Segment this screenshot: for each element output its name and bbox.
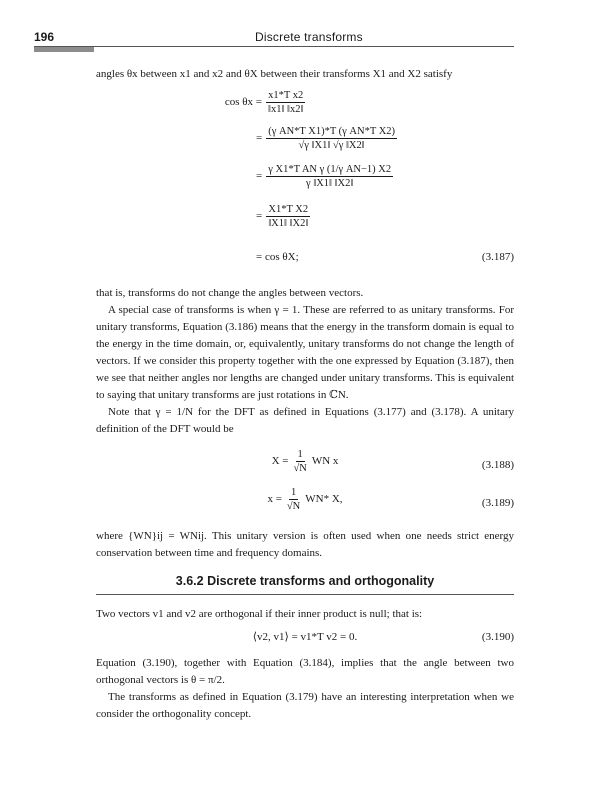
eq-frac-4-den: ‖X1‖ ‖X2‖ bbox=[268, 218, 309, 229]
eq-row-3 bbox=[256, 163, 393, 190]
eq-3-188-frac bbox=[291, 448, 308, 475]
eq-lhs: cos θx = bbox=[224, 96, 262, 108]
section-body bbox=[96, 606, 514, 723]
page-header bbox=[0, 0, 608, 52]
eq-frac-1 bbox=[266, 89, 305, 116]
eq-frac-3-den: γ ‖X1‖ ‖X2‖ bbox=[305, 178, 354, 189]
eq-3-189-rhs: WN* X, bbox=[305, 493, 343, 505]
header-tab-bar bbox=[34, 47, 94, 52]
eq-number-3-190: (3.190) bbox=[481, 631, 514, 643]
header-rule bbox=[34, 46, 514, 47]
eq-3-189-lhs: x = bbox=[267, 493, 282, 505]
section-paragraph-2: Equation (3.190), together with Equation (3.184), implies that the angle between two orthogonal vectors is θ = π/2. bbox=[96, 657, 514, 686]
page-body bbox=[96, 66, 514, 562]
section-heading bbox=[96, 574, 514, 595]
eq-row-4 bbox=[256, 203, 310, 230]
eq-frac-2 bbox=[266, 125, 397, 152]
eq-number-3-189: (3.189) bbox=[481, 497, 514, 509]
eq-frac-2-num: (γ AN*T X1)*T (γ AN*T X2) bbox=[268, 126, 396, 137]
paragraph-2: A special case of transforms is when γ = 1. These are referred to as unitary transforms. For unitary transforms, Equation (3.186) means that the energy in the transform domain is equal to the energy in the time domain, or, equivalently, unitary transforms do not change the length of vectors. If we consider this property together with the one expressed by Equation (3.187), then we see that neither angles nor lengths are changed under unitary transforms. This is equivalent to saying that unitary transforms are just rotations in ℂN. bbox=[96, 304, 514, 401]
equation-3-189 bbox=[96, 486, 514, 520]
eq-frac-4-num: X1*T X2 bbox=[268, 204, 309, 215]
eq-3-189-content bbox=[267, 486, 342, 513]
eq-frac-3 bbox=[266, 163, 393, 190]
running-title: Discrete transforms bbox=[255, 30, 363, 44]
frac-num: 1 bbox=[297, 449, 303, 460]
frac-den: √N bbox=[286, 501, 301, 512]
eq-frac-1-num: x1*T x2 bbox=[268, 90, 304, 101]
paragraph-1: that is, transforms do not change the angles between vectors. bbox=[96, 287, 364, 299]
eq-equals: = bbox=[256, 210, 263, 222]
eq-frac-2-den: √γ ‖X1‖ √γ ‖X2‖ bbox=[298, 140, 365, 151]
intro-line: angles θx between x1 and x2 and θX between their transforms X1 and X2 satisfy bbox=[96, 68, 453, 80]
eq-3-188-lhs: X = bbox=[271, 455, 289, 467]
section-paragraph-3: The transforms as defined in Equation (3.179) have an interesting interpretation when we consider the orthogonality concept. bbox=[96, 691, 514, 720]
eq-frac-4 bbox=[266, 203, 310, 230]
eq-row-2 bbox=[256, 125, 397, 152]
eq-frac-1-den: ‖x1‖ ‖x2‖ bbox=[268, 104, 304, 115]
frac-den: √N bbox=[293, 463, 307, 474]
section-rule bbox=[96, 594, 514, 595]
eq-row-1 bbox=[192, 89, 305, 116]
section-title: 3.6.2 Discrete transforms and orthogonality bbox=[175, 574, 435, 588]
eq-equals: = bbox=[256, 170, 263, 182]
section-paragraph-1: Two vectors v1 and v2 are orthogonal if their inner product is null; that is: bbox=[96, 608, 423, 620]
paragraph-4: where {WN}ij = WNij. This unitary version is often used when one needs strict energy conservation between time and frequency domains. bbox=[96, 530, 514, 559]
equation-3-190 bbox=[96, 629, 514, 655]
eq-3-189-frac bbox=[285, 486, 302, 513]
equation-3-187 bbox=[96, 89, 514, 273]
frac-num: 1 bbox=[290, 487, 297, 498]
page-number: 196 bbox=[34, 30, 55, 44]
eq-3-190-content: ⟨v2, v1⟩ = v1*T v2 = 0. bbox=[252, 631, 358, 643]
paragraph-3: Note that γ = 1/N for the DFT as defined in Equations (3.177) and (3.178). A unitary definition of the DFT would be bbox=[96, 406, 514, 435]
eq-number-3-187: (3.187) bbox=[481, 251, 514, 263]
eq-row-5-text: = cos θX; bbox=[256, 251, 299, 263]
eq-row-5 bbox=[256, 249, 299, 266]
eq-3-188-rhs: WN x bbox=[311, 455, 339, 467]
eq-number-3-188: (3.188) bbox=[481, 459, 514, 471]
equation-3-188 bbox=[96, 448, 514, 482]
eq-frac-3-num: γ X1*T AN γ (1/γ AN−1) X2 bbox=[268, 164, 392, 175]
eq-equals: = bbox=[256, 132, 263, 144]
eq-3-188-content bbox=[272, 448, 339, 475]
